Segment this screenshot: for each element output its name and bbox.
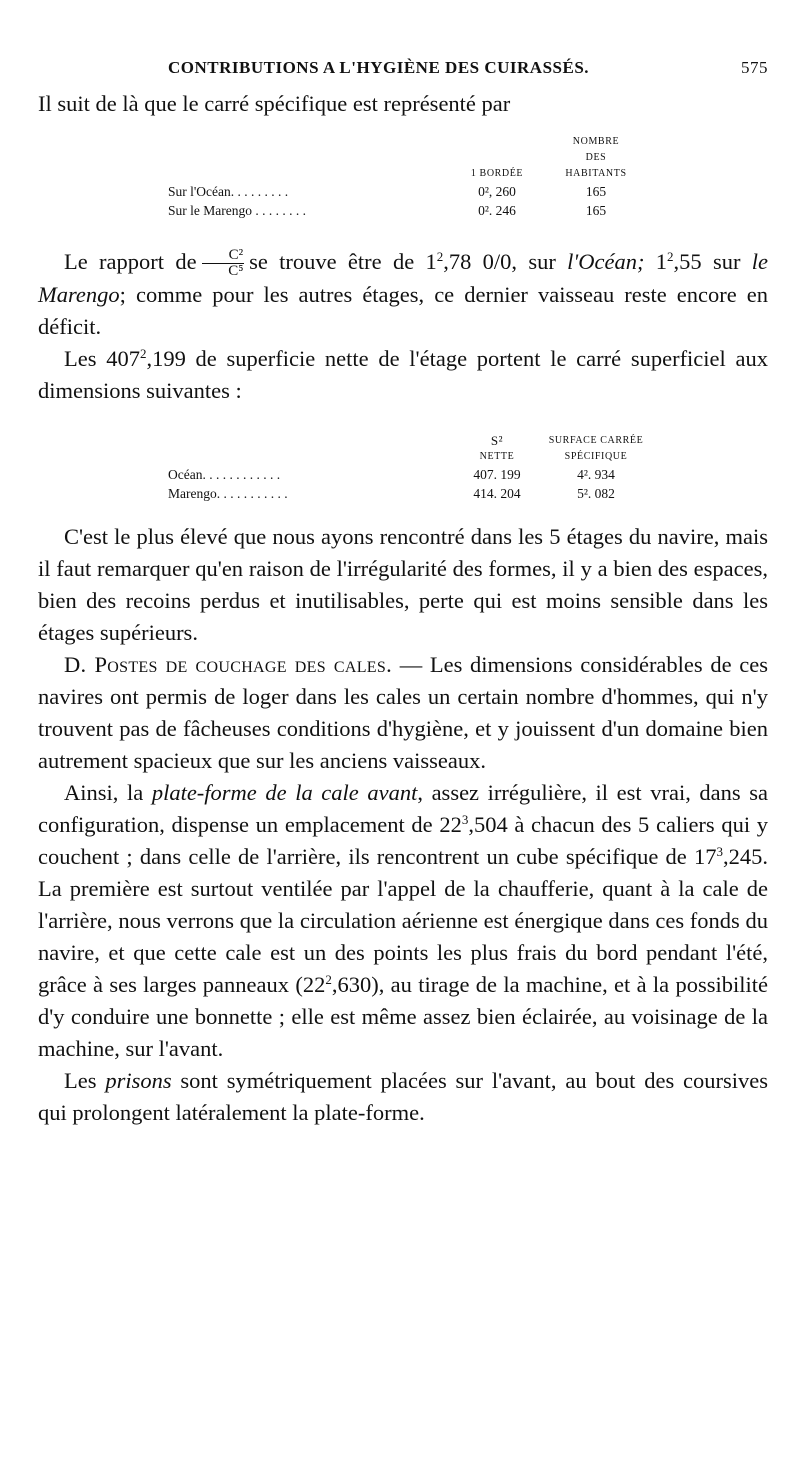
paragraph-surface: Les $407^2,199$ de superficie nette de l'étage portent le carré superficiel aux dimensions suivantes : (38, 346, 768, 404)
paragraph-prisons: Les prisons sont symétriquement placées sur l'avant, au bout des coursives qui prolongent latéralement la plate-forme. (38, 1068, 769, 1126)
table-row: Océan. . . . . . . . . . . . 407. 199 4². 934 (168, 467, 615, 483)
running-header (40, 58, 768, 88)
table-surface: S² SURFACE CARRÉE NETTE SPÉCIFIQUE Océan. . . . . . . . . . . . 407. 199 4². 934 Marengo. . . . . . . . . . . 414. 204 5². 082 (168, 433, 646, 503)
section-lead: D. Postes de couchage des cales. (64, 652, 393, 678)
paragraph-ratio: Le rapport de $\frac{\text{C²}}{\text{C⁵}}$ se trouve être de $1^2,78$ 0/0, sur l'Océan; $1^2,55$ sur le Marengo; comme pour les autres étages, ce dernier vaisseau reste encore en déficit. (38, 247, 769, 340)
page-body (38, 88, 768, 1129)
paragraph-intro: Il suit de là que le carré spécifique est représenté par (38, 91, 511, 116)
table1-header-col2: NOMBRE DES (572, 136, 620, 163)
table-row: Marengo. . . . . . . . . . . 414. 204 5². 082 (168, 486, 615, 502)
fraction: $\frac{\text{C²}}{\text{C⁵}}$ (202, 248, 245, 279)
paragraph-plate-forme: Ainsi, la plate-forme de la cale avant, assez irrégulière, il est vrai, dans sa configuration, dispense un emplacement de $22^3,504$ à chacun des 5 caliers qui y couchent ; dans celle de l'arrière, ils rencontrent un cube spécifique de $17^3,245$. La première est surtout ventilée par l'appel de la chaufferie, quant à la cale de l'arrière, nous verrons que la circulation aérienne est énergique dans ces fonds du navire, et que cette cale est un des points les plus frais du bord pendant l'été, grâce à ses larges panneaux $(22^2,630)$, au tirage de la machine, et à la possibilité d'y conduire une bonnette ; elle est même assez bien éclairée, au voisinage de la machine, sur l'avant. (38, 780, 769, 1062)
table1-header-col2-l3: HABITANTS (565, 168, 627, 179)
table-specific-square (168, 134, 646, 220)
page-number: 575 (741, 58, 768, 77)
table-row: Sur le Marengo . . . . . . . . 0². 246 165 (168, 203, 607, 218)
paragraph-highest: C'est le plus élevé que nous ayons rencontré dans les 5 étages du navire, mais il faut remarquer qu'en raison de l'irrégularité des formes, il y a bien des espaces, bien des recoins perdus et inutilisables, perte qui est moins sensible dans les étages supérieurs. (38, 524, 768, 646)
table1-header-col1: 1 BORDÉE (470, 168, 524, 179)
table-row: Sur l'Océan. . . . . . . . . 0², 260 165 (168, 184, 607, 199)
paragraph-postes: D. Postes de couchage des cales. — Les dimensions considérables de ces navires ont permis de loger dans les cales un certain nombre d'hommes, qui n'y trouvent pas de fâcheuses conditions d'hygiène, et y jouissent d'un domaine bien autrement spacieux que sur les anciens vaisseaux. (38, 652, 768, 774)
running-title: CONTRIBUTIONS A L'HYGIÈNE DES CUIRASSÉS. (168, 58, 590, 77)
